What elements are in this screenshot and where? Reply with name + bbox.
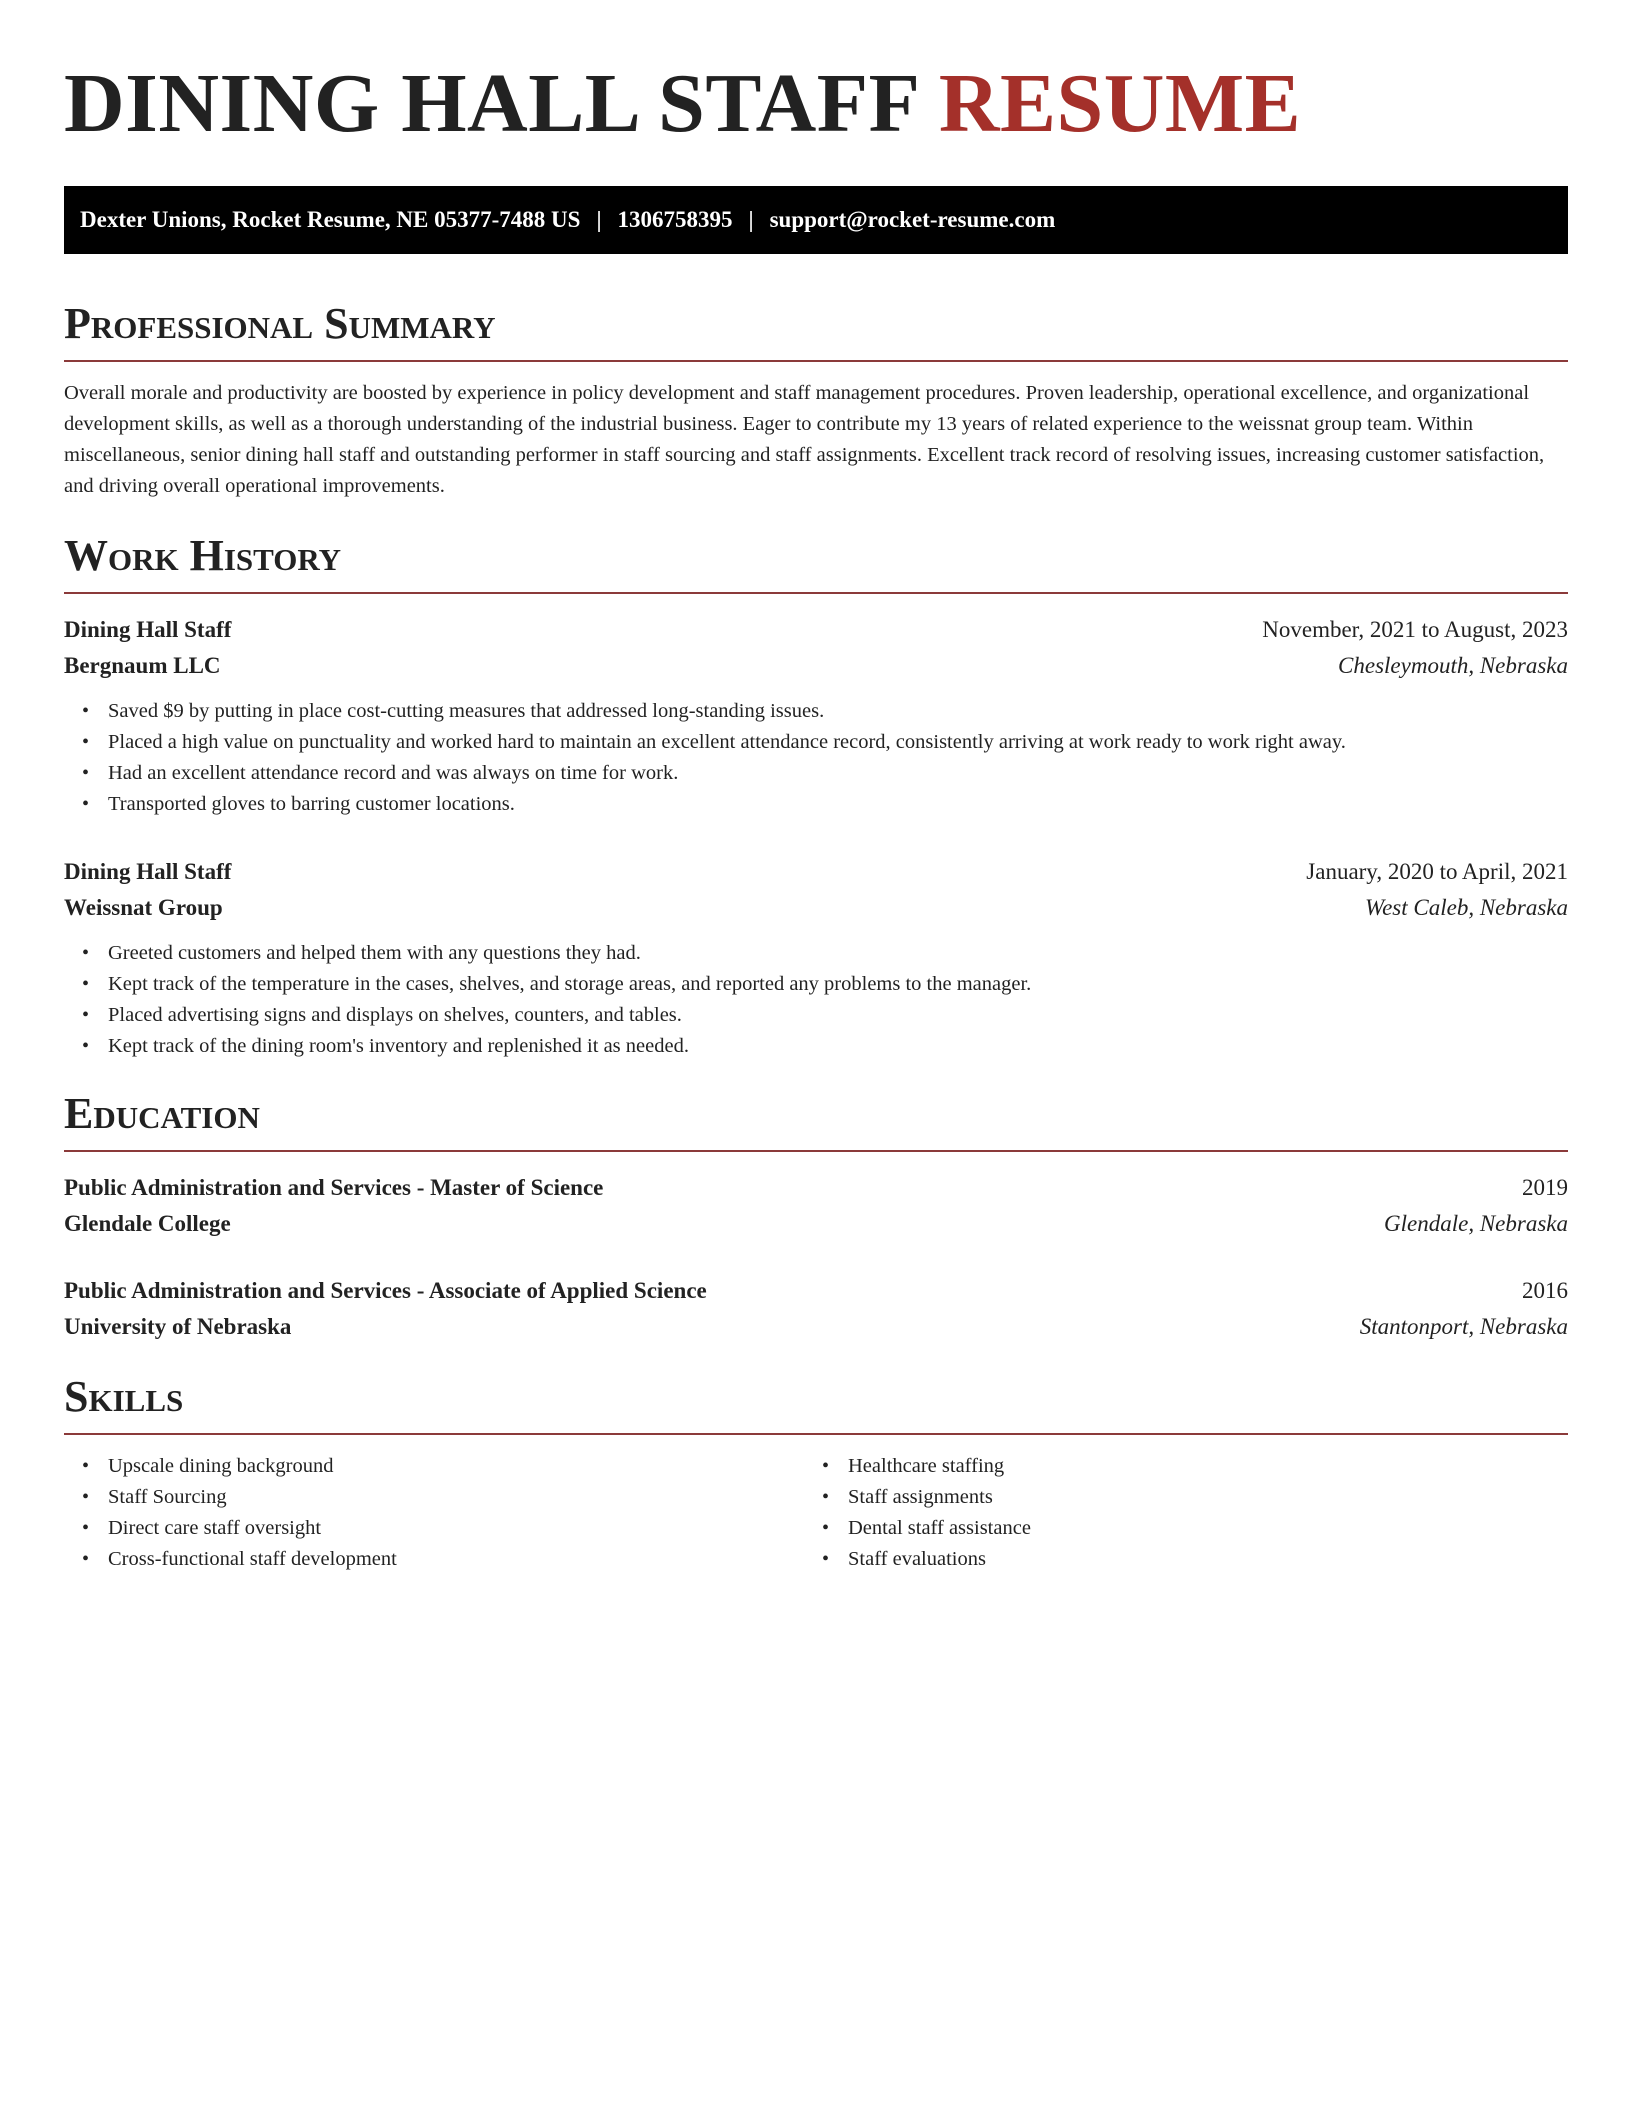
skills-column-left: [64, 1451, 804, 1575]
contact-address: Dexter Unions, Rocket Resume, NE 05377-7488 US: [80, 207, 581, 232]
job-duty-item: • Kept track of the dining room's inventory and replenished it as needed.: [108, 1031, 1568, 1062]
job-location: West Caleb, Nebraska: [1365, 895, 1568, 920]
contact-phone: 1306758395: [617, 207, 733, 232]
education-school: Glendale College: [64, 1211, 231, 1236]
education-location: Stantonport, Nebraska: [1359, 1314, 1568, 1339]
job-entry: [64, 612, 1568, 820]
section-divider: [64, 592, 1568, 594]
job-duty-item: • Greeted customers and helped them with any questions they had.: [108, 938, 1568, 969]
job-entry: [64, 854, 1568, 1062]
skills-grid: [64, 1451, 1568, 1575]
summary-section: [64, 298, 1568, 502]
skill-item: • Direct care staff oversight: [108, 1513, 804, 1544]
job-duty-item: • Kept track of the temperature in the cases, shelves, and storage areas, and reported any problems to the manager.: [108, 969, 1568, 1000]
skill-item: • Healthcare staffing: [848, 1451, 1544, 1482]
job-company: Weissnat Group: [64, 895, 223, 920]
job-location: Chesleymouth, Nebraska: [1338, 653, 1568, 678]
skills-section: [64, 1371, 1568, 1575]
education-entry: [64, 1170, 1568, 1242]
skill-item: • Upscale dining background: [108, 1451, 804, 1482]
skills-column-right: [804, 1451, 1544, 1575]
contact-separator: |: [596, 207, 602, 232]
skill-item: • Cross-functional staff development: [108, 1544, 804, 1575]
work-history-section: [64, 530, 1568, 1062]
summary-heading: Professional Summary: [64, 299, 496, 348]
job-dates: November, 2021 to August, 2023: [1262, 617, 1568, 642]
education-heading: Education: [64, 1089, 260, 1138]
contact-separator: |: [748, 207, 754, 232]
education-degree-row: [64, 1273, 1568, 1309]
job-title: Dining Hall Staff: [64, 617, 232, 642]
job-duty-item: • Placed a high value on punctuality and worked hard to maintain an excellent attendance record, consistently arriving at work ready to work right away.: [108, 727, 1568, 758]
skill-item: • Dental staff assistance: [848, 1513, 1544, 1544]
contact-email: support@rocket-resume.com: [769, 207, 1056, 232]
education-school-row: [64, 1309, 1568, 1345]
skill-item: • Staff Sourcing: [108, 1482, 804, 1513]
title-main: DINING HALL STAFF: [64, 57, 918, 150]
job-duties-list: [64, 938, 1568, 1062]
education-school: University of Nebraska: [64, 1314, 292, 1339]
education-section: [64, 1088, 1568, 1345]
skill-item: • Staff evaluations: [848, 1544, 1544, 1575]
education-entry: [64, 1273, 1568, 1345]
job-duties-list: [64, 696, 1568, 820]
education-degree-row: [64, 1170, 1568, 1206]
education-degree: Public Administration and Services - Associate of Applied Science: [64, 1278, 707, 1303]
education-year: 2016: [1522, 1278, 1568, 1303]
education-location: Glendale, Nebraska: [1384, 1211, 1568, 1236]
title-accent: RESUME: [938, 57, 1302, 150]
job-duty-item: • Had an excellent attendance record and was always on time for work.: [108, 758, 1568, 789]
skill-item: • Staff assignments: [848, 1482, 1544, 1513]
contact-bar: [64, 186, 1568, 254]
skills-list: [804, 1451, 1544, 1575]
skills-list: [64, 1451, 804, 1575]
summary-text: Overall morale and productivity are boosted by experience in policy development and staff management procedures. Proven leadership, operational excellence, and organizational development skills, as well as a thorough understanding of the industrial business. Eager to contribute my 13 years of related experience to the weissnat group team. Within miscellaneous, senior dining hall staff and outstanding performer in staff sourcing and staff assignments. Excellent track record of resolving issues, increasing customer satisfaction, and driving overall operational improvements.: [64, 382, 1545, 497]
job-company-row: [64, 890, 1568, 926]
job-duty-item: • Saved $9 by putting in place cost-cutting measures that addressed long-standing issues.: [108, 696, 1568, 727]
job-dates: January, 2020 to April, 2021: [1306, 859, 1568, 884]
section-divider: [64, 360, 1568, 362]
job-header-row: [64, 612, 1568, 648]
job-title: Dining Hall Staff: [64, 859, 232, 884]
job-duty-item: • Placed advertising signs and displays on shelves, counters, and tables.: [108, 1000, 1568, 1031]
resume-title: [64, 56, 1568, 152]
education-year: 2019: [1522, 1175, 1568, 1200]
job-duty-item: • Transported gloves to barring customer locations.: [108, 789, 1568, 820]
section-divider: [64, 1150, 1568, 1152]
job-company-row: [64, 648, 1568, 684]
job-company: Bergnaum LLC: [64, 653, 221, 678]
section-divider: [64, 1433, 1568, 1435]
job-header-row: [64, 854, 1568, 890]
education-degree: Public Administration and Services - Master of Science: [64, 1175, 604, 1200]
work-history-heading: Work History: [64, 531, 342, 580]
skills-heading: Skills: [64, 1372, 184, 1421]
education-school-row: [64, 1206, 1568, 1242]
